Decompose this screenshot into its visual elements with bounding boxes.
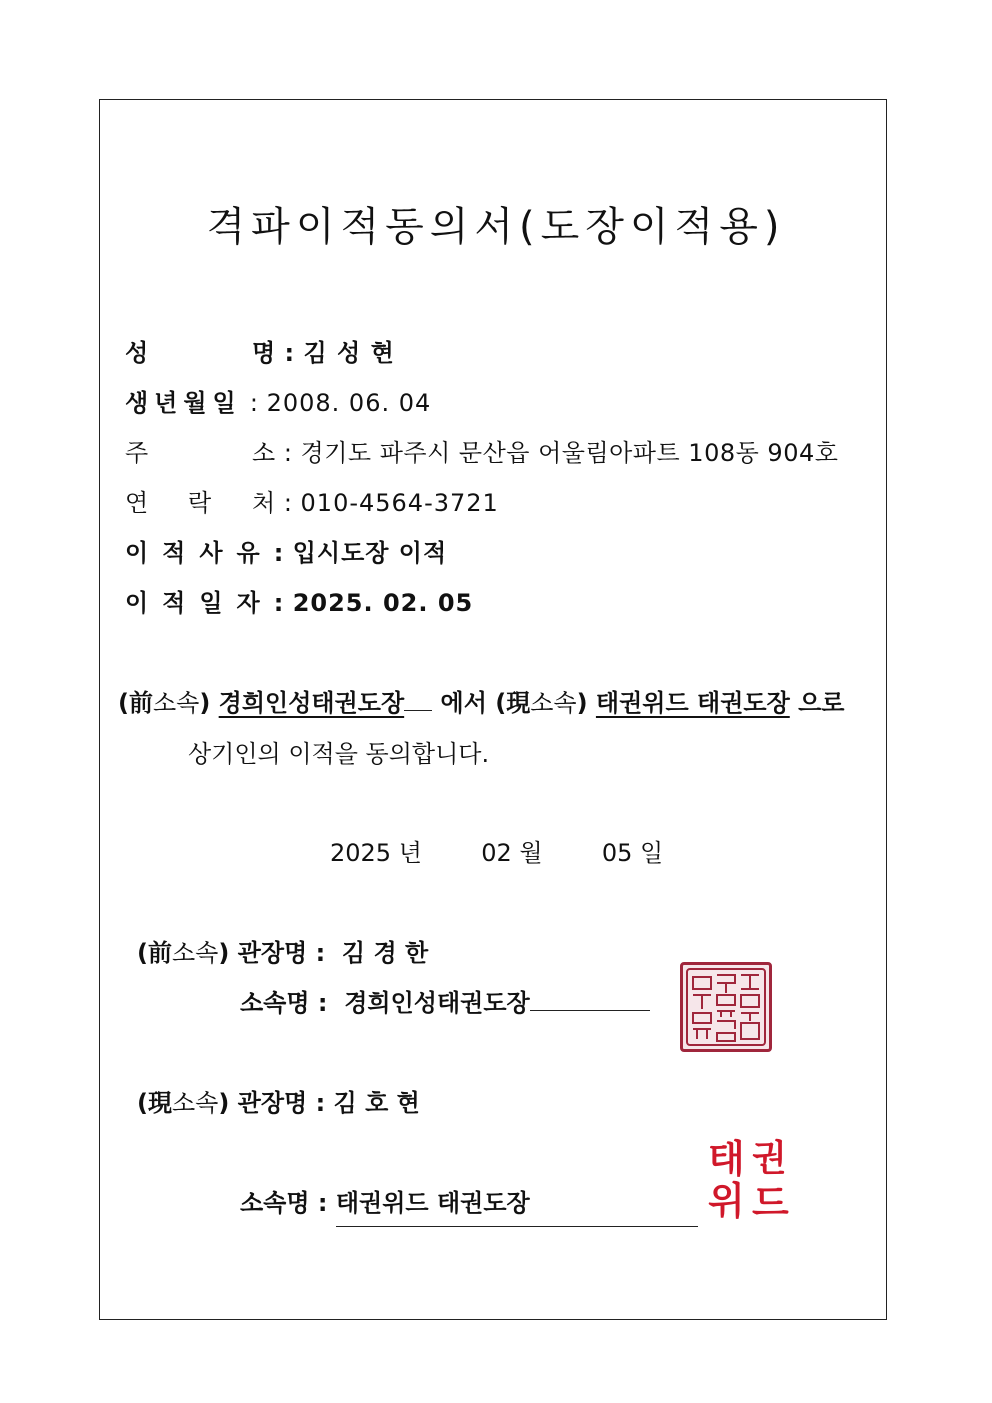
field-label-contact-end: 처 : [252, 489, 301, 517]
curr-dojang-row: 소속명 : 태권위드 태권도장 [240, 1183, 698, 1227]
sign-date [330, 833, 663, 868]
field-value-date: 2025. 02. 05 [292, 589, 474, 617]
stamp-char-3: 위 [708, 1179, 745, 1222]
field-label-reason: 이적사유 [125, 539, 274, 567]
prev-dojang-sign-line [530, 1010, 650, 1011]
date-day-unit: 일 [640, 839, 664, 867]
field-label-contact-mid: 락 [188, 489, 212, 517]
prev-manager-row: (前소속) 관장명 : 김 경 한 [137, 939, 429, 967]
field-label-address: 주 [125, 439, 149, 467]
date-day: 05 [601, 839, 633, 867]
curr-dojang-value: 태권위드 태권도장 [335, 1189, 530, 1217]
field-label-date: 이적일자 [125, 589, 274, 617]
field-value-name: 김 성 현 [303, 339, 395, 367]
prev-dojang-underline [404, 710, 432, 711]
curr-tag-hanja: 現 [506, 689, 531, 717]
prev-manager-label: 관장명 [237, 939, 308, 967]
stamp-char-1: 태 [708, 1137, 745, 1181]
curr-manager-row: (現소속) 관장명 : 김 호 현 [137, 1089, 420, 1117]
field-label-name-end: 명 : [252, 339, 304, 367]
transfer-statement: (前소속) 경희인성태권도장 에서 (現소속) 태권위드 태권도장 으로 [118, 689, 845, 717]
stamp-char-4: 드 [752, 1181, 789, 1222]
prev-tag-word: 소속 [152, 689, 200, 717]
prev-dojang-value: 경희인성태권도장 [344, 989, 530, 1017]
curr-sign-tag-word: 소속 [171, 1089, 219, 1117]
date-year-unit: 년 [398, 839, 422, 867]
from-word: 에서 [440, 689, 487, 717]
stamp-char-2: 권 [752, 1138, 787, 1179]
prev-manager-name: 김 경 한 [341, 939, 429, 967]
prev-sign-tag-hanja: 前 [147, 939, 172, 967]
seal-glyphs [683, 965, 769, 1049]
field-label-address-end: 소 : [252, 439, 301, 467]
curr-dojang-name: 태권위드 태권도장 [595, 689, 790, 717]
field-label-name: 성 [125, 339, 149, 367]
field-label-birth: 생년월일 [125, 389, 242, 417]
field-value-reason: 입시도장 이적 [292, 539, 448, 567]
field-label-contact: 연 [125, 489, 149, 517]
to-word: 으로 [798, 689, 845, 717]
curr-tag-word: 소속 [530, 689, 577, 717]
curr-sign-tag-hanja: 現 [147, 1089, 172, 1117]
field-value-birth: 2008. 06. 04 [266, 389, 432, 417]
curr-dojang-sign-line [336, 1183, 698, 1227]
field-birth-row [125, 383, 431, 418]
prev-tag-hanja: 前 [128, 689, 153, 717]
prev-dojang-row: 소속명 : 경희인성태권도장 [240, 983, 650, 1018]
field-reason-row [125, 533, 447, 568]
field-value-address: 경기도 파주시 문산읍 어울림아파트 108동 904호 [300, 439, 839, 467]
curr-dojang-label: 소속명 [240, 1189, 310, 1217]
field-colon-bold: : [273, 539, 293, 567]
prev-dojang-seal-image [680, 962, 772, 1052]
field-colon: : [241, 389, 267, 417]
curr-manager-name: 김 호 현 [333, 1089, 420, 1117]
prev-dojang-label: 소속명 [240, 989, 310, 1017]
date-year: 2025 [330, 839, 392, 867]
document-title: 격파이적동의서(도장이적용) [206, 204, 786, 250]
date-month-unit: 월 [519, 839, 543, 867]
date-month: 02 [481, 839, 512, 867]
field-value-contact: 010-4564-3721 [300, 489, 499, 517]
prev-dojang-name: 경희인성태권도장 [218, 689, 405, 717]
field-name-row [125, 333, 395, 368]
field-contact-row [125, 483, 499, 518]
field-date-row [125, 583, 473, 618]
consent-text: 상기인의 이적을 동의합니다. [188, 740, 490, 768]
prev-sign-tag-word: 소속 [171, 939, 219, 967]
curr-manager-label: 관장명 [237, 1089, 308, 1117]
curr-dojang-logo-stamp [706, 1132, 800, 1222]
field-address-row [125, 433, 838, 468]
field-colon-bold: : [273, 589, 293, 617]
